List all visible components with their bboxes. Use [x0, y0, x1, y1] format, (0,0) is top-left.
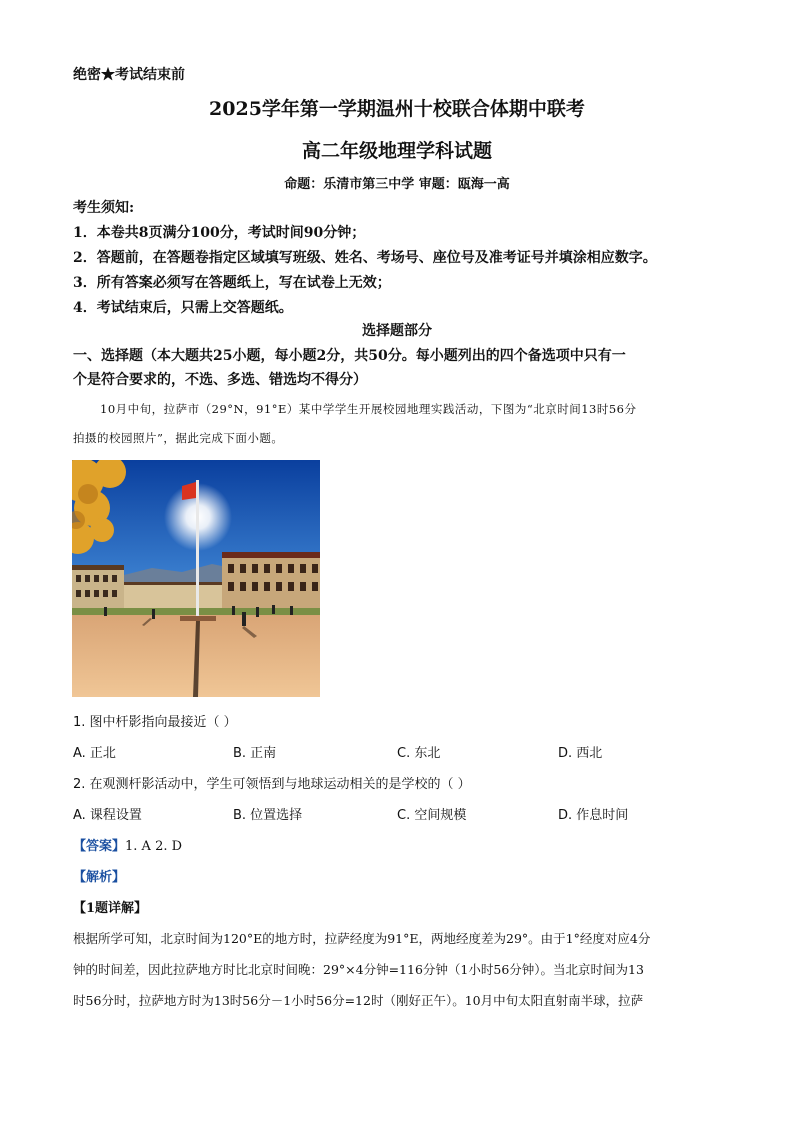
analysis-tag: 【解析】	[73, 870, 126, 885]
option-b: B. 位置选择	[233, 808, 303, 823]
campus-photo	[72, 460, 320, 697]
option-c: C. 空间规模	[397, 808, 467, 823]
section-title: 选择题部分	[362, 323, 432, 339]
confidential-label: 绝密★考试结束前	[73, 67, 185, 83]
notice-item: 3．所有答案必须写在答题纸上，写在试卷上无效；	[73, 275, 391, 291]
analysis-line: 时56分时，拉萨地方时为13时56分－1小时56分=12时（刚好正午）。10月中旬太阳直射南半球，拉萨	[73, 993, 644, 1008]
analysis-line: 根据所学可知，北京时间为120°E的地方时，拉萨经度为91°E，两地经度差为29°。由于1°经度对应4分	[73, 931, 651, 946]
part-instructions: 一、选择题（本大题共25小题，每小题2分，共50分。每小题列出的四个备选项中只有一	[73, 348, 626, 364]
part-instructions: 个是符合要求的，不选、多选、错选均不得分）	[73, 372, 367, 388]
question-stem: 2. 在观测杆影活动中，学生可领悟到与地球运动相关的是学校的（ ）	[73, 777, 471, 792]
question-intro: 拍摄的校园照片”，据此完成下面小题。	[73, 431, 284, 445]
notice-item: 4．考试结束后，只需上交答题纸。	[73, 300, 293, 316]
notice-item: 2．答题前，在答题卷指定区域填写班级、姓名、考场号、座位号及准考证号并填涂相应数字。	[73, 250, 657, 266]
answer-text: 1. A 2. D	[125, 839, 183, 854]
option-a: A. 正北	[73, 746, 116, 761]
answer-tag: 【答案】	[73, 839, 126, 854]
question-stem: 1. 图中杆影指向最接近（ ）	[73, 715, 237, 730]
question-intro: 10月中旬，拉萨市（29°N，91°E）某中学学生开展校园地理实践活动，下图为“北京时间13时56分	[100, 402, 637, 416]
exam-subtitle: 高二年级地理学科试题	[301, 140, 492, 162]
option-b: B. 正南	[233, 746, 277, 761]
notice-heading: 考生须知:	[73, 200, 135, 216]
option-a: A. 课程设置	[73, 808, 142, 823]
analysis-subheading: 【1题详解】	[73, 901, 148, 916]
answer-line	[73, 835, 182, 854]
notice-item: 1．本卷共8页满分100分，考试时间90分钟；	[73, 225, 366, 241]
option-d: D. 作息时间	[558, 808, 629, 823]
exam-title: 2025学年第一学期温州十校联合体期中联考	[209, 98, 585, 120]
option-c: C. 东北	[397, 746, 441, 761]
option-d: D. 西北	[558, 746, 603, 761]
analysis-line: 钟的时间差，因此拉萨地方时比北京时间晚：29°×4分钟=116分钟（1小时56分钟）。当北京时间为13	[73, 962, 644, 977]
authors-line: 命题：乐清市第三中学 审题：瓯海一高	[284, 177, 510, 192]
